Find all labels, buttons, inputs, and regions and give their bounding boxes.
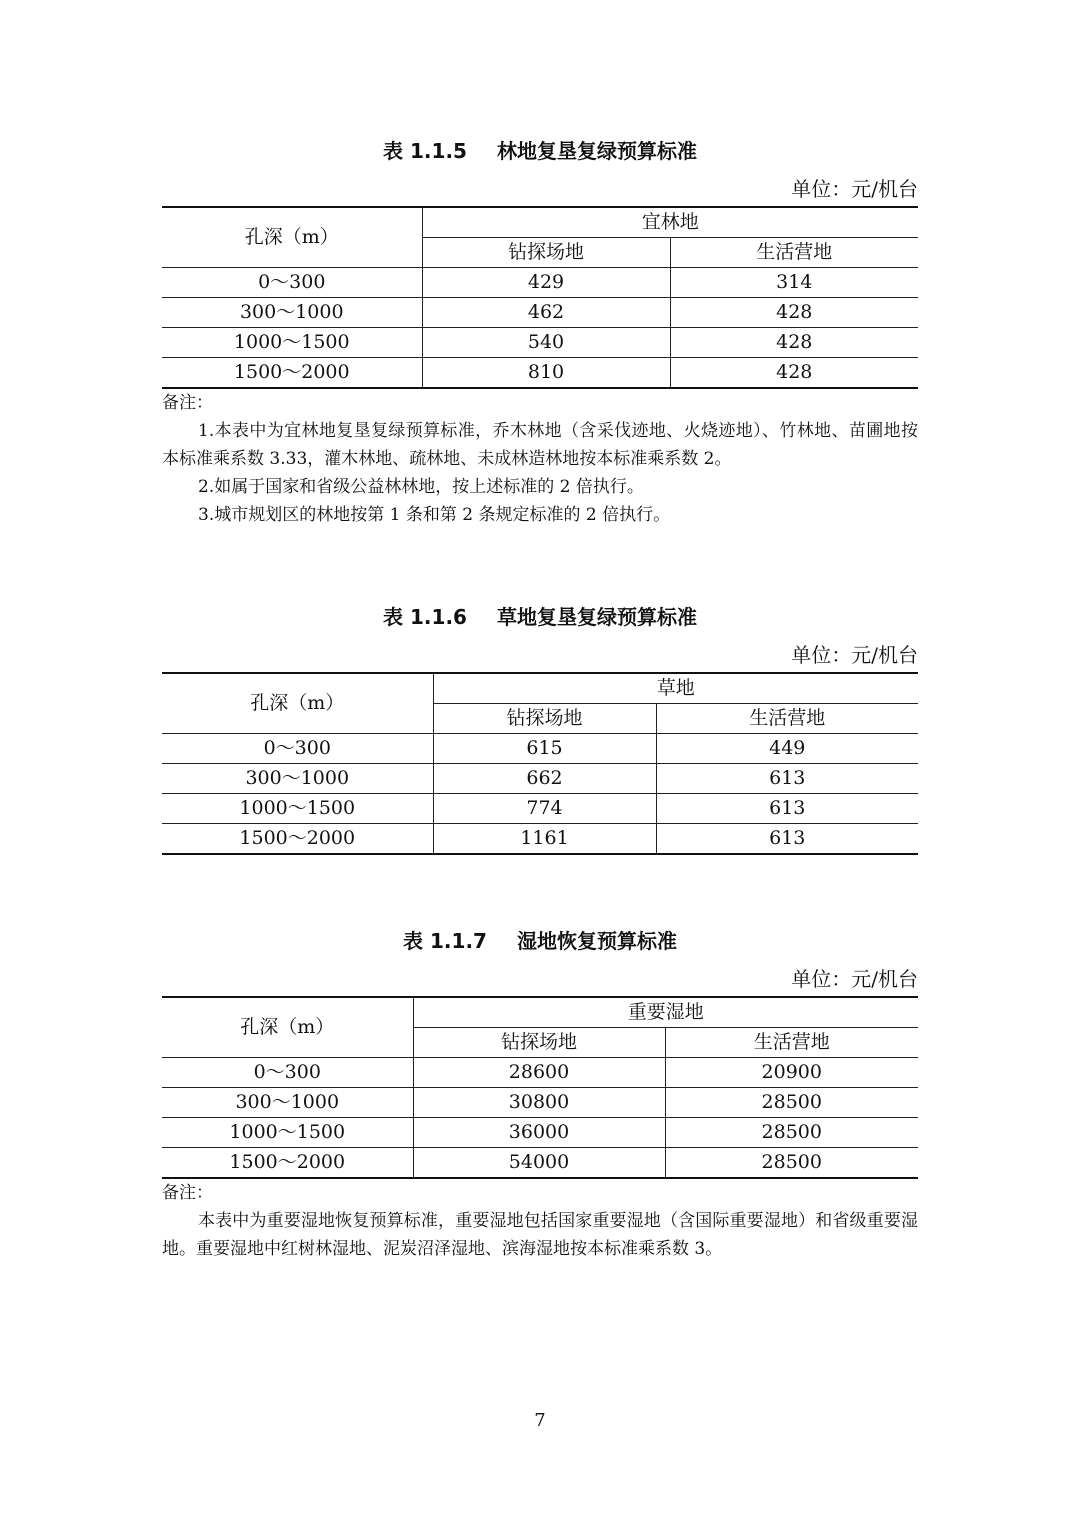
page-number: 7 xyxy=(534,1410,546,1431)
table-cell: 1000～1500 xyxy=(162,328,422,358)
note-item: 2.如属于国家和省级公益林林地，按上述标准的 2 倍执行。 xyxy=(198,477,644,497)
table-cell: 28500 xyxy=(665,1088,918,1118)
table-section-1-1-5 xyxy=(162,136,918,529)
notes-label: 备注： xyxy=(162,393,213,413)
table-cell: 613 xyxy=(656,764,918,794)
table-cell: 0～300 xyxy=(162,1058,413,1088)
budget-table xyxy=(162,672,918,855)
table-row xyxy=(162,328,918,358)
table-row xyxy=(162,1058,918,1088)
table-cell: 0～300 xyxy=(162,268,422,298)
table-header-row xyxy=(162,997,918,1028)
unit-label: 单位：元/机台 xyxy=(791,643,918,667)
table-cell: 1500～2000 xyxy=(162,358,422,389)
table-cell: 30800 xyxy=(413,1088,665,1118)
table-cell: 428 xyxy=(670,298,918,328)
table-section-1-1-7 xyxy=(162,926,918,1263)
table-cell: 613 xyxy=(656,824,918,855)
table-title-text: 草地复垦复绿预算标准 xyxy=(496,605,697,629)
table-cell: 449 xyxy=(656,734,918,764)
table-cell: 1000～1500 xyxy=(162,794,433,824)
table-cell: 613 xyxy=(656,794,918,824)
group-header: 重要湿地 xyxy=(413,997,918,1028)
col-header: 钻探场地 xyxy=(413,1028,665,1058)
table-cell: 314 xyxy=(670,268,918,298)
table-cell: 774 xyxy=(433,794,656,824)
table-title xyxy=(162,926,918,956)
table-number: 表 1.1.7 xyxy=(403,929,487,953)
table-header-row xyxy=(162,673,918,704)
table-cell: 540 xyxy=(422,328,670,358)
table-cell: 36000 xyxy=(413,1118,665,1148)
col-header: 生活营地 xyxy=(670,238,918,268)
col-header: 钻探场地 xyxy=(433,704,656,734)
note-item: 3.城市规划区的林地按第 1 条和第 2 条规定标准的 2 倍执行。 xyxy=(198,505,671,525)
unit-label: 单位：元/机台 xyxy=(791,967,918,991)
table-cell: 20900 xyxy=(665,1058,918,1088)
table-cell: 1500～2000 xyxy=(162,824,433,855)
table-row xyxy=(162,794,918,824)
table-cell: 462 xyxy=(422,298,670,328)
group-header: 宜林地 xyxy=(422,207,918,238)
table-cell: 0～300 xyxy=(162,734,433,764)
table-cell: 428 xyxy=(670,358,918,389)
table-row xyxy=(162,1148,918,1179)
table-cell: 300～1000 xyxy=(162,764,433,794)
table-cell: 300～1000 xyxy=(162,298,422,328)
note-item: 1.本表中为宜林地复垦复绿预算标准，乔木林地（含采伐迹地、火烧迹地）、竹林地、苗圃地按本标准乘系数 3.33，灌木林地、疏林地、未成林造林地按本标准乘系数 2。 xyxy=(162,421,918,469)
table-row xyxy=(162,298,918,328)
col-header: 生活营地 xyxy=(656,704,918,734)
col-header: 生活营地 xyxy=(665,1028,918,1058)
budget-table xyxy=(162,206,918,389)
table-cell: 300～1000 xyxy=(162,1088,413,1118)
row-header: 孔深（m） xyxy=(162,673,433,734)
table-row xyxy=(162,764,918,794)
table-row xyxy=(162,734,918,764)
budget-table xyxy=(162,996,918,1179)
table-title-text: 湿地恢复预算标准 xyxy=(516,929,677,953)
table-cell: 1000～1500 xyxy=(162,1118,413,1148)
table-title xyxy=(162,136,918,166)
note-item: 本表中为重要湿地恢复预算标准，重要湿地包括国家重要湿地（含国际重要湿地）和省级重要湿地。重要湿地中红树林湿地、泥炭沼泽湿地、滨海湿地按本标准乘系数 3。 xyxy=(162,1211,918,1259)
table-number: 表 1.1.6 xyxy=(383,605,467,629)
table-title-text: 林地复垦复绿预算标准 xyxy=(496,139,697,163)
table-cell: 810 xyxy=(422,358,670,389)
table-row xyxy=(162,824,918,855)
row-header: 孔深（m） xyxy=(162,207,422,268)
table-row xyxy=(162,268,918,298)
table-row xyxy=(162,1088,918,1118)
table-notes xyxy=(162,389,918,529)
table-cell: 428 xyxy=(670,328,918,358)
table-notes xyxy=(162,1179,918,1263)
col-header: 钻探场地 xyxy=(422,238,670,268)
table-cell: 1161 xyxy=(433,824,656,855)
table-cell: 28500 xyxy=(665,1118,918,1148)
table-cell: 615 xyxy=(433,734,656,764)
group-header: 草地 xyxy=(433,673,918,704)
notes-label: 备注： xyxy=(162,1183,213,1203)
table-cell: 28500 xyxy=(665,1148,918,1179)
row-header: 孔深（m） xyxy=(162,997,413,1058)
table-cell: 1500～2000 xyxy=(162,1148,413,1179)
table-cell: 662 xyxy=(433,764,656,794)
table-number: 表 1.1.5 xyxy=(383,139,467,163)
table-cell: 429 xyxy=(422,268,670,298)
table-cell: 54000 xyxy=(413,1148,665,1179)
table-row xyxy=(162,358,918,389)
table-cell: 28600 xyxy=(413,1058,665,1088)
table-header-row xyxy=(162,207,918,238)
table-row xyxy=(162,1118,918,1148)
unit-label: 单位：元/机台 xyxy=(791,177,918,201)
table-section-1-1-6 xyxy=(162,602,918,855)
table-title xyxy=(162,602,918,632)
